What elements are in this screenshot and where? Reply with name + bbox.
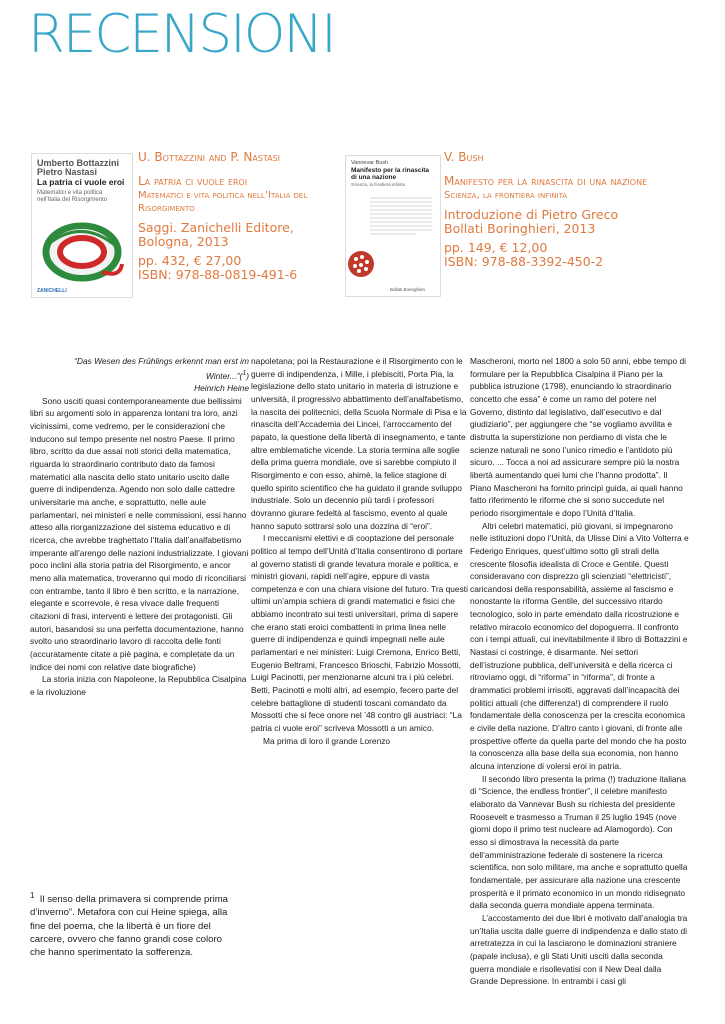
book-info-2 (444, 150, 699, 269)
epigraph-author: Heinrich Heine (194, 383, 249, 394)
cover-publisher: ZANICHELLI (37, 288, 67, 294)
article-column-1 (30, 355, 249, 699)
book-subtitle: Matematici e vita politica nell’Italia del Risorgimento (138, 190, 308, 214)
cover-subtitle-1: Matematici e vita politica (37, 190, 103, 196)
cover-author: Vannevar Bush (351, 160, 389, 166)
book-publisher-line-2: Bologna, 2013 (138, 234, 229, 249)
book-title: La patria ci vuole eroi (138, 174, 248, 188)
article-column-3 (470, 355, 689, 988)
article-column-2 (251, 355, 470, 747)
footnote-text: Il senso della primavera si comprende prima d’inverno”. Metafora con cui Heine spiega, alla fine del poema, che la libertà è un fiore del carcere, ovvero che fanno grandi cose coloro che hanno sperimentato la sofferenza. (30, 894, 229, 958)
book-author: U. Bottazzini and P. Nastasi (138, 150, 281, 164)
epigraph-quote: “Das Wesen des Frühlings erkennt man erst im Winter...” (74, 356, 249, 381)
epigraph: “Das Wesen des Frühlings erkennt man erst im Winter...”($^1$) Heinrich Heine (74, 356, 249, 394)
book-price: pp. 149, € 12,00 (444, 240, 548, 255)
book-price: pp. 432, € 27,00 (138, 253, 242, 268)
paragraph-6: Il secondo libro presenta la prima (!) traduzione italiana di “Science, the endless frontier”, il celebre manifesto elaborato da Vannevar Bush su richiesta del presidente Roosevelt e trasmesso a Truman il 25 luglio 1945 (nove giorni dopo il primo test nucleare ad Alamogordo). Con esso si dimostrava la necessità da parte dell’amministrazione federale di sostenere la ricerca scientifica, non solo militare, ma anche e soprattutto quella fondamentale, per assicurare alla nazione una crescente prosperità e il primato economico in un mondo ridisegnato dalla seconda guerra mondiale appena terminata. (470, 773, 688, 911)
paragraph-1: Sono usciti quasi contemporaneamente due bellissimi libri su argomenti solo in apparenza lontani tra loro, anzi vicinissimi, come vedremo, per le considerazioni che inducono sul tempo presente nel nostro Paese. Il primo libro, scritto da due assai noti storici della matematica, riguarda lo straordinario contributo dato da famosi matematici alla nascita dello stato unitario uscito dalle guerre di indipendenza. Agendo non solo dalle cattedre universitarie ma anche, e soprattutto, nelle aule parlamentari, nei ministeri e nelle commissioni, essi hanno atteso alla riorganizzazione del sistema educativo e di ricerca, che avrebbe traghettato l’Italia dall’analfabetismo imperante all’arengo delle nazioni industrializzate. I giovani poco inclini alla storia patria del Risorgimento, e ancor meno alla matematica, troveranno qui modo di riconciliarsi con entrambe, tanto il libro è ben scritto, e la narrazione, elegante e scorrevole, è resa vivace dalle frequenti citazioni di frasi, interventi e lettere dei protagonisti. Gli autori, basandosi su una perfetta documentazione, hanno svolto uno straordinario lavoro di raccolta delle fonti (accuratamente citate a piè pagina, e completate da un indice dei nomi con relative date biografiche) (30, 395, 249, 672)
paragraph-3: I meccanismi elettivi e di cooptazione del personale politico al tempo dell’Unità d’Italia consentirono di portare al governo statisti di grande levatura morale e politica, e ministri giovani, rapidi nell’agire, eppure di vasta competenza e con una chiara visione del futuro. Tra questi ultimi un’ampia schiera di grandi matematici e fisici che abbiamo incontrato sui testi universitari, prima di sapere che erano stati eroici combattenti in prima linea nelle guerre di indipendenza e quindi impegnati nelle aule parlamentari e nei ministeri: Luigi Cremona, Enrico Betti, Eugenio Beltrami, Francesco Brioschi, Fabrizio Mossotti, Luigi Pacinotti, per menzionarne alcuni tra i più celebri. Betti, Pacinotti e molti altri, ad esempio, fecero parte del celebre battaglione di studenti toscani comandato da Mossotti che si fece onore nel ’48 contro gli austriaci: “La patria ci vuole eroi” scriveva Mossotti a un amico. (251, 533, 468, 734)
section-title: RECENSIONI (28, 4, 335, 65)
cover-title-1: Manifesto per la rinascita (351, 167, 430, 174)
tricolor-ribbon-illustration (32, 154, 132, 297)
book-isbn: ISBN: 978-88-0819-491-6 (138, 267, 298, 282)
cover-author-1: Umberto Bottazzini (37, 158, 119, 168)
paragraph-4: Ma prima di loro il grande Lorenzo (263, 735, 391, 746)
paragraph-2-continued: napoletana; poi la Restaurazione e il Risorgimento con le guerre di indipendenza, i Mille, i plebisciti, Porta Pia, la legislazione dello stato unitario in materia di istruzione e università, il progressivo abbattimento dell’analfabetismo, la nascita dei politecnici, della Scuola Normale di Pisa e la rinascita dell’Accademia dei Lincei, l’arroccamento del papato, la questione della libertà di insegnamento, e tante altre emblematiche vicende. La storia termina alle soglie della prima guerra mondiale, ove si sarebbe compiuto il Risorgimento e con esso, ahimè, la felice stagione di quello spirito scientifico che ha guidato il grande sviluppo industriale. Solo un decennio più tardi i professori dovranno giurare fedeltà al fascismo, evento al quale hanno saputo sottrarsi solo una dozzina di “eroi”. (251, 356, 467, 531)
cover-subtitle-2: nell’Italia del Risorgimento (37, 197, 108, 203)
book-info-1 (138, 150, 333, 282)
cover-title: La patria ci vuole eroi (37, 177, 125, 187)
cover-author-2: Pietro Nastasi (37, 167, 98, 177)
cover-publisher: Bollati Boringhieri (390, 287, 426, 292)
paragraph-5: Altri celebri matematici, più giovani, si impegnarono nelle istituzioni dopo l’Unità, da Ulisse Dini a Vito Volterra e Federigo Enriques, quest’ultimo sotto gli strali della crescente filosofia idealista di Croce e Gentile. Questi consideravano con disprezzo gli scienziati “elettricisti”, caricandosi della responsabilità, assieme al fascismo e nonostante la riforma Gentile, del successivo ritardo tecnologico, solo in parte emendato dalla ricostruzione e relativo miracolo economico del dopoguerra. Il confronto con i tempi attuali, cui inevitabilmente il libro di Bottazzini e Nastasi ci costringe, è disarmante. Nei settori dell’istruzione pubblica, dell’università e della ricerca ci ritroviamo oggi, di “riforma” in “riforma”, di fronte a drammatici problemi irrisolti, aggravati dall’incapacità dei politici attuali (che differenza!) di comprendere il ruolo fondamentale della conoscenza per la crescita economica e civile della nazione. D’altro canto i giovani, di fronte alle prospettive offerte da quella parte del mondo che ha posto la conoscenza alla base della sua economia, non hanno alcuna intenzione di volersi eroi in patria. (470, 520, 689, 771)
cover-subtitle: Scienza, la frontiera infinita (351, 182, 406, 187)
book-author: V. Bush (444, 150, 484, 164)
paragraph-2: La storia inizia con Napoleone, la Repubblica Cisalpina e la rivoluzione (30, 674, 247, 697)
epigraph-footnote-ref: 1 (242, 369, 247, 377)
book-subtitle: Scienza, la frontiera infinita (444, 190, 568, 201)
paragraph-4-continued: Mascheroni, morto nel 1800 a solo 50 anni, ebbe tempo di formulare per la Repubblica Cisalpina il Piano per la pubblica istruzione (1798), enunciando lo straordinario concetto che essa” è come un ramo del potere nel Governo, distinto dal legislativo, dall’esecutivo e dal giudiziario”, per aggiungere che “se vogliamo avvilita e distrutta la superstizione non perdiamo di vista che le scienze naturali ne sono l’unico rimedio e l’antidoto più sicuro. ... Tocca a noi ad assicurare sempre più la nostra libertà aumentando quei lumi che l’hanno prodotta”. Il Piano Mascheroni ha fornito principi guida, ai quali hanno fatto riferimento le riforme che si sono succedute nel periodo risorgimentale e dopo l’Unità d’Italia. (470, 356, 687, 518)
book-cover-bush (345, 155, 441, 297)
cover-title-2: di una nazione (351, 174, 397, 181)
cover-text-block-illustration (346, 156, 440, 296)
book-publisher-line-1: Introduzione di Pietro Greco (444, 207, 619, 222)
footnote (30, 889, 240, 959)
book-title: Manifesto per la rinascita di una nazione (444, 174, 648, 188)
paragraph-7: L’accostamento dei due libri è motivato dall’analogia tra un’Italia uscita dalle guerre di indipendenza e dallo stato di arretratezza in cui la lasciarono le dominazioni straniere (papale inclusa), e gli Stati Uniti usciti dalla seconda guerra mondiale e risollevatisi con il New Deal dalla Grande Depressione. In entrambi i casi gli (470, 912, 688, 987)
book-cover-bottazzini-nastasi (31, 153, 133, 298)
footnote-number: 1 (30, 891, 35, 900)
book-publisher-line-1: Saggi. Zanichelli Editore, (138, 220, 294, 235)
book-isbn: ISBN: 978-88-3392-450-2 (444, 254, 604, 269)
book-publisher-line-2: Bollati Boringhieri, 2013 (444, 221, 596, 236)
